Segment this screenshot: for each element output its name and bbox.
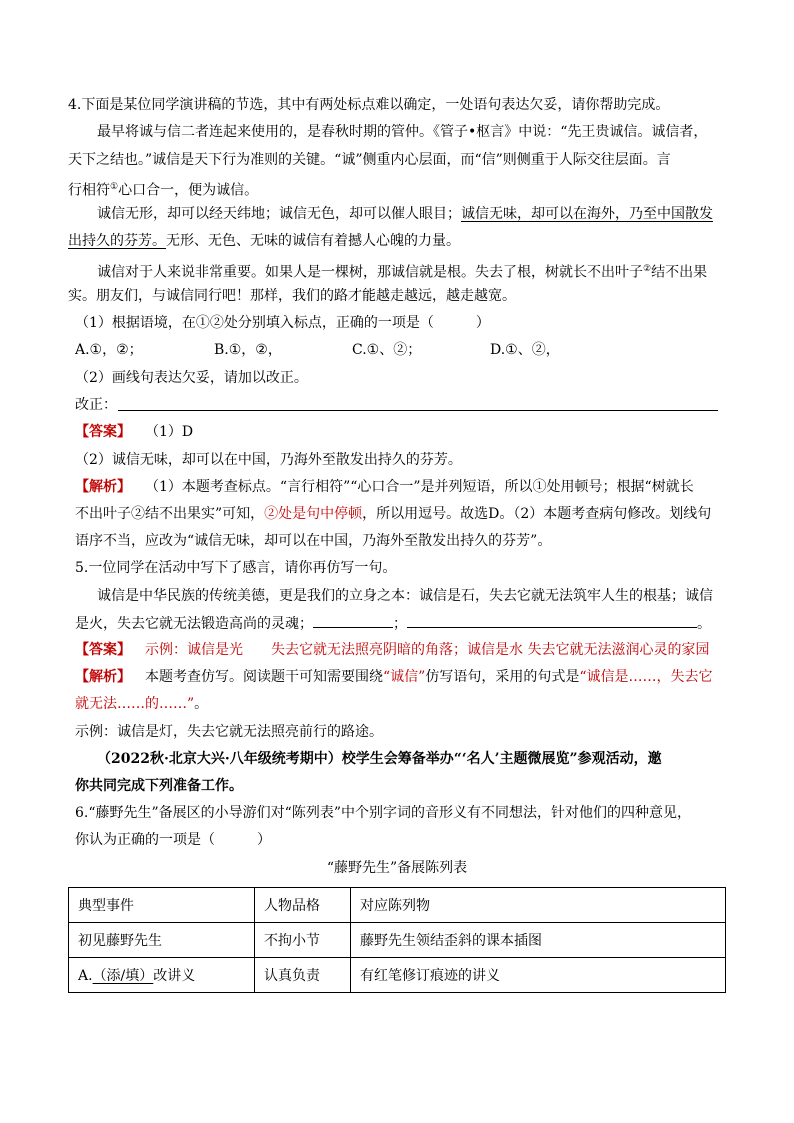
q4-answer-1: （1）D	[145, 424, 194, 440]
column-header: 人物品格	[255, 888, 351, 923]
q4-analysis-line: 不出叶子②结不出果实”可知，②处是句中停顿，所以用逗号。故选D。（2）本题考查病句修改。划线句	[75, 506, 712, 522]
answer-tag: 【答案】	[75, 424, 131, 440]
q5-example: 示例：诚信是灯，失去它就无法照亮前行的路途。	[75, 724, 383, 740]
exhibit-table	[68, 887, 726, 993]
column-header: 典型事件	[69, 888, 255, 923]
q4-passage-line: 最早将诚与信二者连起来使用的，是春秋时期的管仲。《管子•枢言》中说：“先王贵诚信。诚信者，	[97, 124, 708, 140]
q4-passage-line: 诚信对于人来说非常重要。如果人是一棵树，那诚信就是根。失去了根，树就长不出叶子②结不出果	[97, 264, 708, 281]
q4-analysis-line: （1）本题考查标点。“言行相符”“心口合一”是并列短语，所以①处用顿号；根据“树就长	[145, 479, 694, 495]
underlined-sentence: 出持久的芬芳。	[68, 233, 166, 249]
table-header-row	[69, 888, 726, 923]
q5-analysis-line: 本题考查仿写。阅读题干可知需要围绕“诚信”仿写语句，采用的句式是“诚信是……，失去它	[145, 669, 713, 685]
underlined-sentence: 诚信无味，却可以在海外，乃至中国散发	[461, 206, 713, 222]
q4-passage-line: 诚信无形，却可以经天纬地；诚信无色，却可以催人眼目；诚信无味，却可以在海外，乃至中国散发	[97, 206, 713, 222]
table-caption: “藤野先生”备展陈列表	[326, 860, 468, 876]
q6-stem: 你认为正确的一项是（ ）	[75, 832, 271, 848]
option-c: C.①、②；	[352, 342, 422, 358]
word-choice: （添/填）	[92, 968, 154, 984]
fill-blank-1[interactable]	[313, 613, 393, 628]
table-cell: A.（添/填）改讲义	[69, 958, 255, 993]
q4-passage-line: 行相符①心口合一，便为诚信。	[68, 182, 259, 199]
column-header: 对应陈列物	[351, 888, 726, 923]
marker-1: ①	[110, 182, 119, 192]
revise-answer-line[interactable]	[118, 410, 718, 411]
q4-sub1: （1）根据语境，在①②处分别填入标点，正确的一项是（ ）	[75, 315, 490, 331]
analysis-tag: 【解析】	[75, 479, 131, 495]
option-a: A.①，②；	[75, 342, 143, 358]
table-cell: 认真负责	[255, 958, 351, 993]
q5-passage-line: 是火，失去它就无法锻造高尚的灵魂； ； 。	[75, 613, 711, 634]
table-row	[69, 923, 726, 958]
section-intro: （2022秋·北京大兴·八年级统考期中）校学生会筹备举办“‘名人’主题微展览”参观活动，邀	[97, 751, 662, 767]
revise-label: 改正：	[75, 397, 117, 413]
option-b: B.①，②，	[214, 342, 282, 358]
q5-passage-line: 诚信是中华民族的传统美德，更是我们的立身之本：诚信是石，失去它就无法筑牢人生的根基；诚信	[97, 588, 713, 604]
q4-passage-line: 实。朋友们，与诚信同行吧！那样，我们的路才能越走越远，越走越宽。	[68, 288, 516, 304]
q4-sub2: （2）画线句表达欠妥，请加以改正。	[75, 370, 308, 386]
q4-analysis-line: 语序不当，应改为“诚信无味，却可以在中国，乃海外至散发出持久的芬芳”。	[75, 533, 552, 549]
q4-passage-line: 出持久的芬芳。无形、无色、无味的诚信有着撼人心魄的力量。	[68, 233, 460, 249]
q5-answer: 示例：诚信是光 失去它就无法照亮阴暗的角落；诚信是水 失去它就无法滋润心灵的家园	[145, 642, 710, 658]
analysis-tag: 【解析】	[75, 669, 131, 685]
table-cell: 不拘小节	[255, 923, 351, 958]
q4-passage-line: 天下之结也。”诚信是天下行为准则的关键。“诚”侧重内心层面，而“信”则侧重于人际交往层面。言	[68, 152, 671, 168]
fill-blank-2[interactable]	[407, 613, 697, 628]
q5-analysis-line: 就无法……的……”。	[75, 696, 209, 712]
q6-stem: 6.“藤野先生”备展区的小导游们对“陈列表”中个别字词的音形义有不同想法，针对他们的四种意见，	[75, 805, 691, 821]
table-row	[69, 958, 726, 993]
section-intro: 你共同完成下列准备工作。	[75, 778, 243, 794]
option-d: D.①、②，	[490, 342, 560, 358]
answer-tag: 【答案】	[75, 642, 131, 658]
table-cell: 初见藤野先生	[69, 923, 255, 958]
q4-stem: 4.下面是某位同学演讲稿的节选，其中有两处标点难以确定，一处语句表达欠妥，请你帮助完成。	[68, 97, 670, 113]
table-cell: 藤野先生领结歪斜的课本插图	[351, 923, 726, 958]
marker-2: ②	[643, 264, 652, 274]
table-cell: 有红笔修订痕迹的讲义	[351, 958, 726, 993]
q4-answer-2: （2）诚信无味，却可以在中国，乃海外至散发出持久的芬芳。	[75, 452, 462, 468]
q5-stem: 5.一位同学在活动中写下了感言，请你再仿写一句。	[75, 560, 397, 576]
